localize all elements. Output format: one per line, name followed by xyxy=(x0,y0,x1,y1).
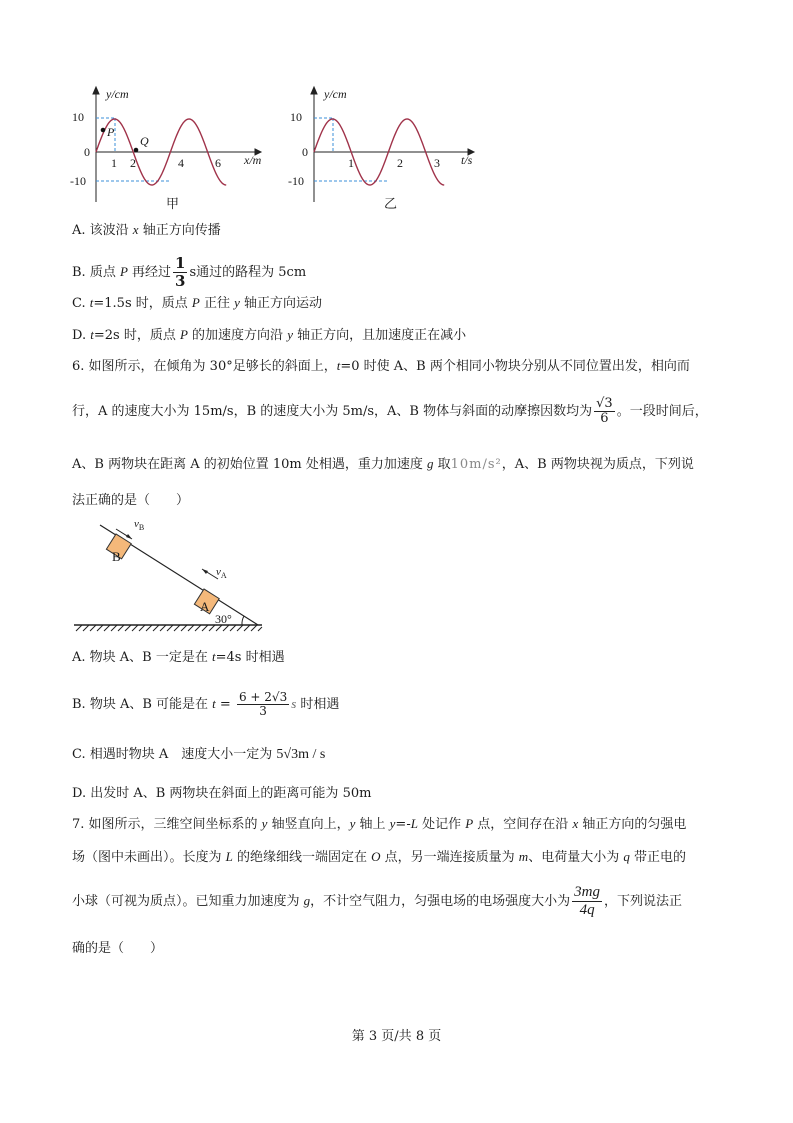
point-q-dot xyxy=(134,148,139,153)
t-tick-1: 1 xyxy=(348,156,354,170)
y-axis-label: y/cm xyxy=(324,87,347,101)
y-axis-arrow xyxy=(311,87,317,94)
incline-figure xyxy=(72,515,267,637)
caption-yi: 乙 xyxy=(384,196,398,211)
q7-stem-line2: 场（图中未画出）。长度为 L 的绝缘细线一端固定在 O 点，另一端连接质量为 m、电荷量大小为 q 带正电的 xyxy=(72,849,686,865)
vb-label: $v_B$ xyxy=(134,518,145,532)
caption-jia: 甲 xyxy=(166,196,180,211)
t-axis-label: t/s xyxy=(461,153,473,167)
q7-stem-line1: 7. 如图所示，三维空间坐标系的 y 轴竖直向上，y 轴上 y=-L 处记作 P 点，空间存在沿 x 轴正方向的匀强电 xyxy=(72,816,687,832)
point-p-label: P xyxy=(107,125,115,139)
q6-option-b: B. 物块 A、B 可能是在 t = $\frac{6 + 2√3}{3}$ s 时相遇 xyxy=(72,690,340,718)
y-tick-neg10: -10 xyxy=(288,174,304,188)
t-tick-2: 2 xyxy=(397,156,403,170)
q5-option-d: D. t=2s 时，质点 P 的加速度方向沿 y 轴正方向，且加速度正在减小 xyxy=(72,327,467,343)
q6-stem-line3: A、B 两物块在距离 A 的初始位置 10m 处相遇，重力加速度 g 取10m/s²，A、B 两物块视为质点，下列说 xyxy=(72,456,694,472)
angle-label: 30° xyxy=(215,612,232,626)
x-tick-1: 1 xyxy=(111,156,117,170)
x-axis-label: x/m xyxy=(244,153,262,167)
q5-option-c: C. t=1.5s 时，质点 P 正往 y 轴正方向运动 xyxy=(72,295,323,311)
vb-arrowhead xyxy=(126,534,132,539)
point-p-dot xyxy=(101,128,106,133)
q6-stem-line4: 法正确的是（ ） xyxy=(72,493,190,508)
q6-option-d: D. 出发时 A、B 两物块在斜面上的距离可能为 50m xyxy=(72,786,372,801)
q6-stem-line2: 行，A 的速度大小为 15m/s，B 的速度大小为 5m/s，A、B 物体与斜面的动摩擦因数均为 $\frac{√3}{6}$ 。一段时间后， xyxy=(72,396,708,426)
y-tick-10: 10 xyxy=(290,110,302,124)
y-axis-label: y/cm xyxy=(106,87,129,101)
angle-arc xyxy=(242,616,244,625)
graph-yi xyxy=(288,84,488,214)
va-label: $v_A$ xyxy=(216,566,227,580)
q6-option-c: C. 相遇时物块 A 速度大小一定为 5√3m / s xyxy=(72,747,326,762)
y-tick-0: 0 xyxy=(302,145,308,159)
q6-stem-line1: 6. 如图所示，在倾角为 30°足够长的斜面上，t=0 时使 A、B 两个相同小物块分别从不同位置出发，相向而 xyxy=(72,358,690,374)
y-tick-10: 10 xyxy=(72,110,84,124)
t-tick-3: 3 xyxy=(434,156,440,170)
q7-stem-line4: 确的是（ ） xyxy=(72,941,164,956)
q6-option-a: A. 物块 A、B 一定是在 t=4s 时相遇 xyxy=(72,649,285,665)
x-tick-6: 6 xyxy=(215,156,221,170)
x-tick-2: 2 xyxy=(130,156,136,170)
ground-hatching xyxy=(76,625,262,631)
graph-jia xyxy=(70,84,270,214)
block-a-label: A xyxy=(200,599,210,614)
y-tick-0: 0 xyxy=(84,145,90,159)
page-footer: 第 3 页/共 8 页 xyxy=(351,1029,442,1044)
va-arrowhead xyxy=(202,569,208,574)
point-q-label: Q xyxy=(140,134,149,148)
q5-option-b: B. 质点 P 再经过 $\frac{1}{3}$ s通过的路程为 5cm xyxy=(72,254,307,290)
q7-stem-line3: 小球（可视为质点）。已知重力加速度为 g，不计空气阻力，匀强电场的电场强度大小为 $\frac{3mg}{4q}$ ，下列说法正 xyxy=(72,883,683,918)
x-tick-4: 4 xyxy=(178,156,184,170)
block-b-label: B xyxy=(112,549,121,564)
q5-option-a: A. 该波沿 x 轴正方向传播 xyxy=(72,222,221,238)
y-tick-neg10: -10 xyxy=(70,174,86,188)
y-axis-arrow xyxy=(93,87,99,94)
